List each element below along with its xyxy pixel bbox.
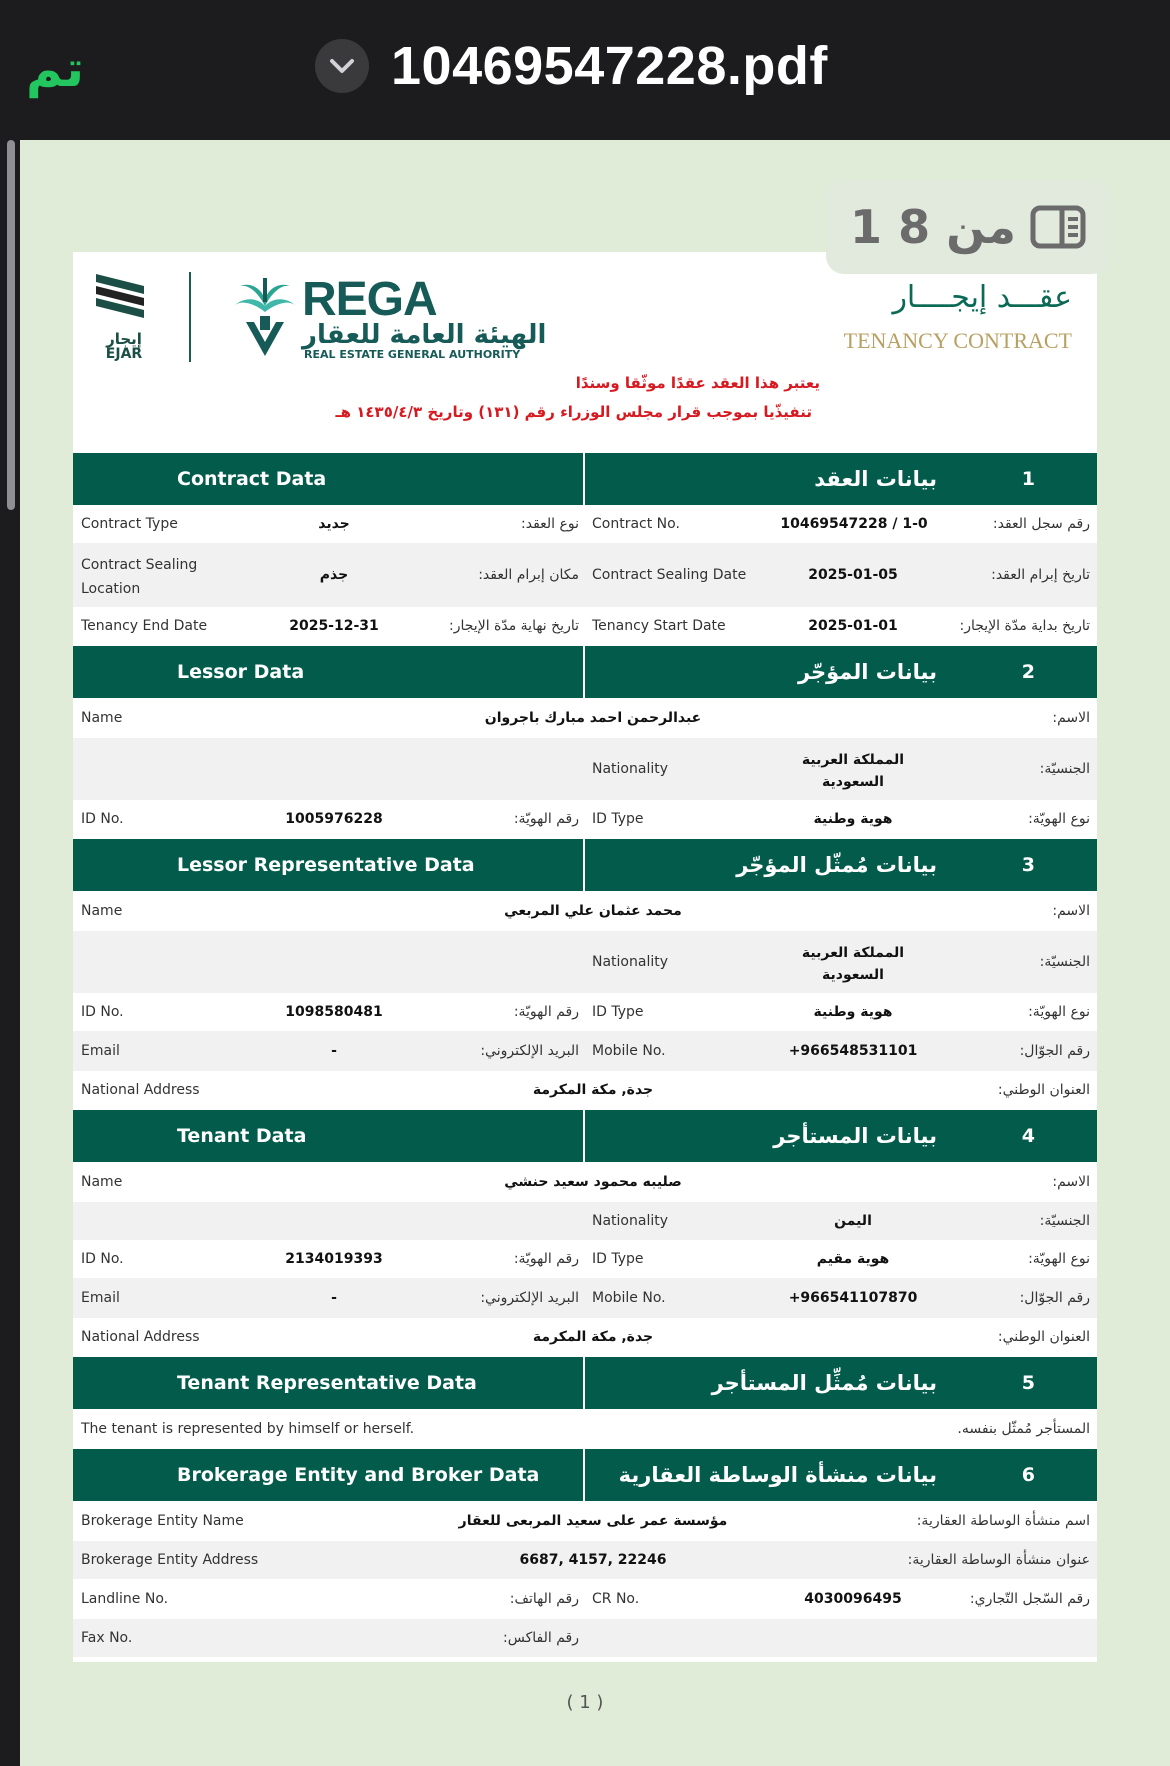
label-en: Brokerage Entity Name [81,1513,244,1529]
section-title-ar: بيانات العقد [814,467,937,491]
label-en: Name [81,710,123,726]
label-en: National Address [81,1082,200,1098]
section-header-tenant [73,1110,1097,1162]
table-row [73,891,1097,931]
label-en: ID Type [592,1004,644,1020]
table-row [73,993,1097,1031]
value: اليمن [834,1213,872,1229]
value: هوية وطنية [813,811,893,827]
value: السعودية [822,774,884,790]
label-en: Name [81,1174,123,1190]
value: المملكة العربية [801,752,905,768]
section-header-contract [73,453,1097,505]
value: 2025-01-01 [808,618,898,634]
table-row [73,1541,1097,1579]
label-ar: الاسم: [1052,1174,1090,1190]
label-en: Tenancy Start Date [592,618,726,634]
value: جدة, مكة المكرمة [532,1329,654,1345]
label-ar: عنوان منشأة الوساطة العقارية: [907,1552,1090,1568]
section-number: 3 [1021,854,1035,876]
value: - [331,1043,337,1059]
section-title-ar: بيانات منشأة الوساطة العقارية [618,1463,937,1487]
label-en: Tenancy End Date [81,618,208,634]
label-en: Contract Type [81,516,178,532]
legal-notice-2: تنفيذّيا بموجب قرار مجلس الوزراء رقم (١٣١) وتاريخ ١٤٣٥/٤/٣ هـ [335,403,812,421]
value: - [331,1290,337,1306]
rega-emblem-icon [232,272,298,358]
value: 10469547228 / 1-0 [780,516,928,532]
label-ar: رقم سجل العقد: [992,516,1090,532]
sidebar-icon [1030,205,1086,249]
label-ar: البريد الإلكتروني: [480,1290,579,1306]
label-ar: تاريخ إبرام العقد: [991,567,1090,583]
label-ar: العنوان الوطني: [997,1329,1090,1345]
value: +966541107870 [788,1290,918,1306]
label-en: Fax No. [81,1630,133,1646]
value: 1005976228 [285,811,383,827]
section-number: 6 [1021,1464,1035,1486]
table-row [73,1162,1097,1202]
section-title-ar: بيانات المستأجر [773,1124,937,1148]
section-divider [583,1449,585,1501]
label-ar: اسم منشأة الوساطة العقارية: [916,1513,1090,1529]
section-header-lessor [73,646,1097,698]
label-en: Location [81,581,141,597]
title-group[interactable] [315,35,828,97]
label-ar: رقم الفاكس: [503,1630,579,1646]
section-title-en: Tenant Data [177,1125,307,1147]
value: 1098580481 [285,1004,383,1020]
label-en: Mobile No. [592,1290,666,1306]
section-divider [583,646,585,698]
value: صليبه محمود سعيد حنشي [504,1174,682,1190]
section-header-tenant-rep [73,1357,1097,1409]
label-en: Contract Sealing Date [592,567,747,583]
value: المملكة العربية [801,945,905,961]
section-title-ar: بيانات مُمثّل المؤجّر [736,853,937,877]
label-en: Landline No. [81,1591,169,1607]
value: 2025-01-05 [808,567,898,583]
section-title-ar: بيانات المؤجّر [797,660,937,684]
label-ar: نوع الهويّة: [1028,1004,1090,1020]
section-header-brokerage [73,1449,1097,1501]
section-title-ar: بيانات مُمثِّل المستأجر [711,1371,937,1395]
section-title-en: Lessor Representative Data [177,854,475,876]
table-row [73,1202,1097,1240]
value: السعودية [822,967,884,983]
table-row [73,1579,1097,1619]
section-number: 2 [1021,661,1035,683]
label-ar: تاريخ نهاية مدّة الإيجار: [449,618,579,634]
label-ar: العنوان الوطني: [997,1082,1090,1098]
section-title-en: Contract Data [177,468,327,490]
table-row [73,1409,1097,1449]
table-row [73,1071,1097,1109]
label-ar: الاسم: [1052,903,1090,919]
contract-title-ar: عقـــد إيجــــار [892,280,1072,315]
label-ar: الجنسيّة: [1039,761,1090,777]
rega-wordmark: REGA [302,273,437,326]
label-en: ID Type [592,1251,644,1267]
logo-divider [189,272,191,362]
label-en: Nationality [592,954,669,970]
section-number: 5 [1021,1372,1035,1394]
label-ar: رقم الهويّة: [513,811,579,827]
ejar-en-text: EJAR [105,346,143,362]
section-number: 4 [1021,1125,1035,1147]
label-ar: نوع الهويّة: [1028,811,1090,827]
contract-title-en: TENANCY CONTRACT [843,328,1072,353]
label-en: The tenant is represented by himself or herself. [81,1421,415,1437]
section-divider [583,453,585,505]
label-ar: البريد الإلكتروني: [480,1043,579,1059]
table-row [73,1240,1097,1278]
section-divider [583,1110,585,1162]
label-en: Name [81,903,123,919]
scrollbar[interactable] [7,140,15,510]
section-title-en: Lessor Data [177,661,305,683]
ejar-ar-text: إيجار [106,330,142,348]
label-en: ID No. [81,1251,124,1267]
value: هوية مقيم [816,1251,890,1267]
value: عبدالرحمن احمد مبارك باجروان [484,710,702,726]
table-row [73,543,1097,607]
table-row [73,607,1097,645]
value: جديد [318,516,350,532]
section-number: 1 [1021,468,1035,490]
legal-notice-1: يعتبر هذا العقد عقدًا موثّقا وسندًا [575,374,820,392]
label-ar: رقم السّجل التّجاري: [969,1591,1090,1607]
value: هوية وطنية [813,1004,893,1020]
label-en: CR No. [592,1591,640,1607]
page-indicator-text: 1 من 8 [850,200,1016,254]
label-ar: الجنسيّة: [1039,954,1090,970]
section-divider [583,1357,585,1409]
label-en: Email [81,1290,120,1306]
file-title: 10469547228.pdf [391,36,828,96]
table-row [73,800,1097,838]
label-ar: المستأجر مُمثّل بنفسه. [957,1421,1090,1437]
page-number: ( 1 ) [566,1692,604,1713]
value: +966548531101 [788,1043,918,1059]
label-en: Contract Sealing [81,557,198,573]
table-row [73,931,1097,993]
label-en: ID No. [81,811,124,827]
label-ar: تاريخ بداية مدّة الإيجار: [959,618,1090,634]
label-ar: الاسم: [1052,710,1090,726]
label-en: Nationality [592,761,669,777]
label-ar: رقم الجوّال: [1019,1043,1090,1059]
done-button[interactable]: تم [26,40,84,98]
value: 6687, 4157, 22246 [519,1552,667,1568]
rega-arabic-name: الهيئة العامة للعقار [302,320,547,350]
label-en: Email [81,1043,120,1059]
label-ar: رقم الهاتف: [509,1591,579,1607]
label-ar: نوع العقد: [521,516,579,532]
label-en: Brokerage Entity Address [81,1552,259,1568]
page-indicator[interactable] [826,180,1110,274]
label-ar: رقم الهويّة: [513,1004,579,1020]
section-title-en: Brokerage Entity and Broker Data [177,1464,540,1486]
table-row [73,1278,1097,1318]
label-ar: الجنسيّة: [1039,1213,1090,1229]
value: مؤسسة عمر على سعيد المربعى للعقار [458,1513,728,1529]
section-header-lessor-rep [73,839,1097,891]
table-row [73,738,1097,800]
label-en: Contract No. [592,516,680,532]
table-row [73,505,1097,543]
label-ar: مكان إبرام العقد: [478,567,579,583]
chevron-down-icon[interactable] [315,39,369,93]
label-ar: رقم الهويّة: [513,1251,579,1267]
value: محمد عثمان علي المربعي [504,903,682,919]
label-en: Nationality [592,1213,669,1229]
label-en: National Address [81,1329,200,1345]
table-row [73,1619,1097,1657]
value: جدة, مكة المكرمة [532,1082,654,1098]
section-divider [583,839,585,891]
label-en: ID Type [592,811,644,827]
value: 4030096495 [804,1591,902,1607]
table-row [73,1318,1097,1356]
table-row [73,1031,1097,1071]
label-ar: رقم الجوّال: [1019,1290,1090,1306]
top-bar [0,0,1170,140]
section-title-en: Tenant Representative Data [177,1372,477,1394]
rega-english-name: REAL ESTATE GENERAL AUTHORITY [304,348,521,361]
label-en: Mobile No. [592,1043,666,1059]
value: 2025-12-31 [289,618,379,634]
label-ar: نوع الهويّة: [1028,1251,1090,1267]
value: جذم [319,567,349,583]
value: 2134019393 [285,1251,383,1267]
table-row [73,698,1097,738]
table-row [73,1501,1097,1541]
label-en: ID No. [81,1004,124,1020]
